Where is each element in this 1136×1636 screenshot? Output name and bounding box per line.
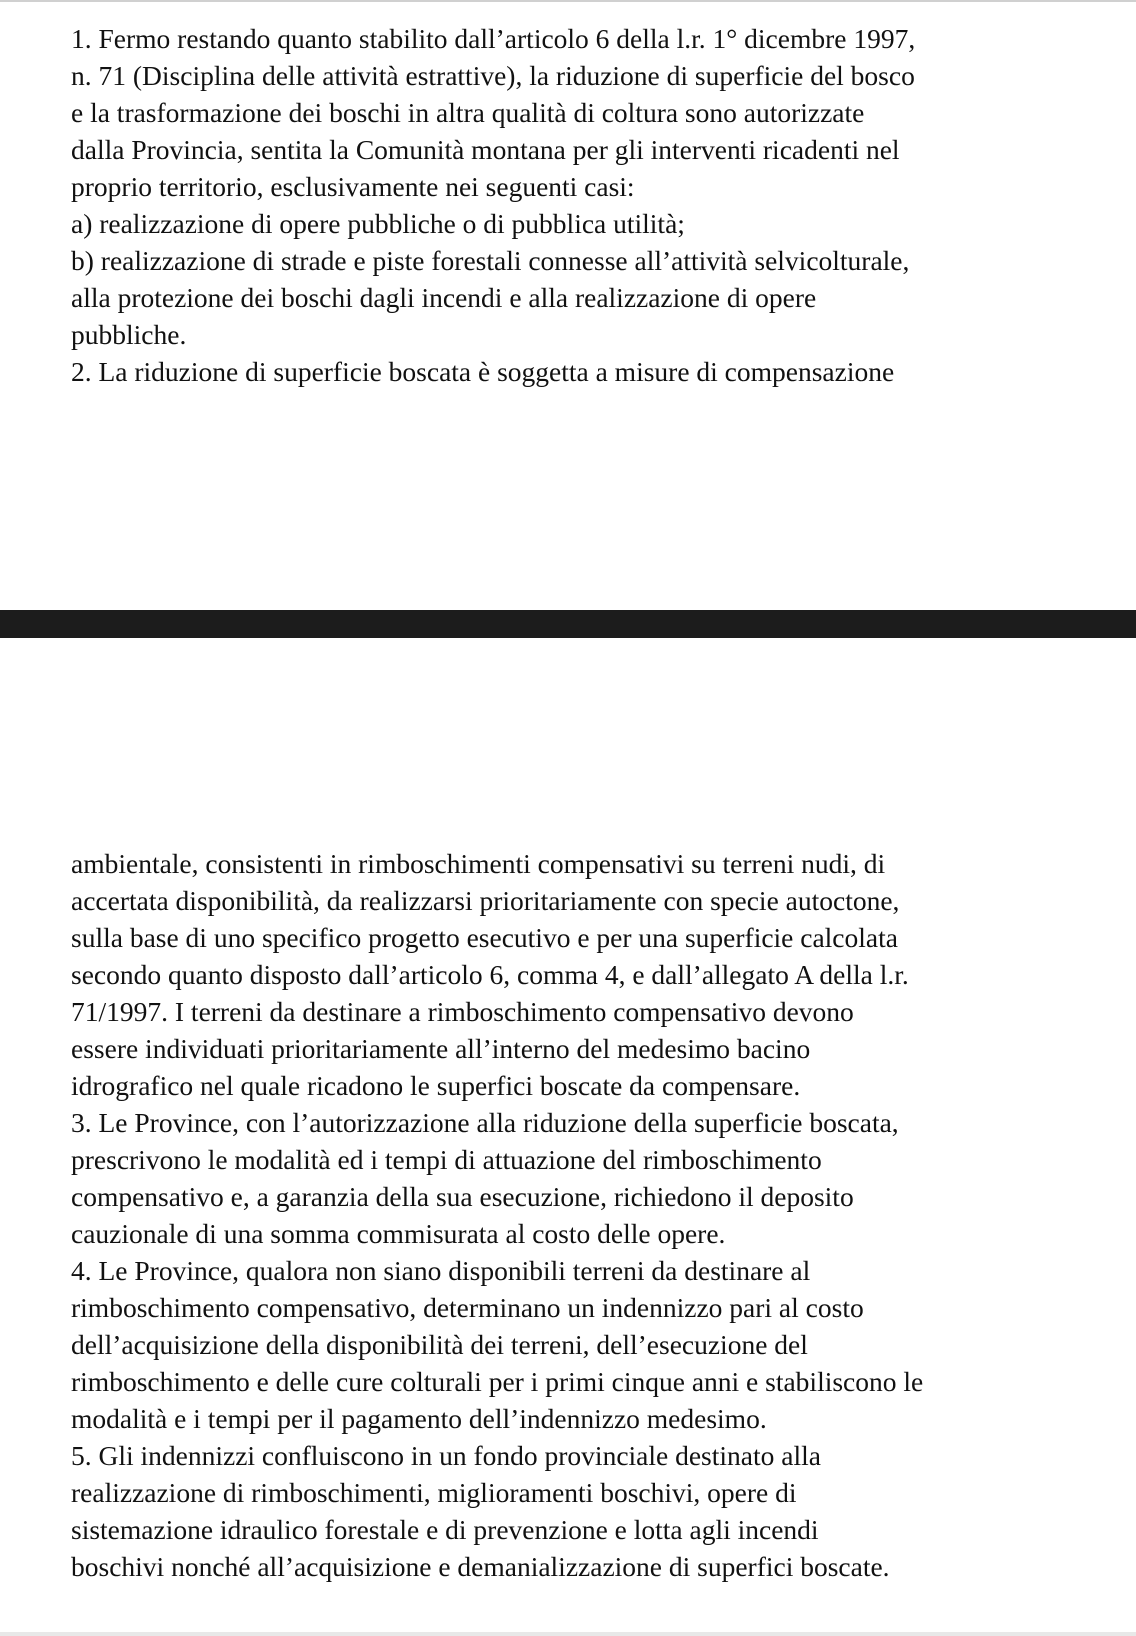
text-line: 5. Gli indennizzi confluiscono in un fondo provinciale destinato alla: [71, 1440, 821, 1471]
text-line: idrografico nel quale ricadono le superfici boscate da compensare.: [71, 1070, 801, 1101]
text-line: boschivi nonché all’acquisizione e demanializzazione di superfici boscate.: [71, 1551, 890, 1582]
text-line: sistemazione idraulico forestale e di prevenzione e lotta agli incendi: [71, 1514, 819, 1545]
text-line: compensativo e, a garanzia della sua esecuzione, richiedono il deposito: [71, 1181, 854, 1212]
text-line: n. 71 (Disciplina delle attività estrattive), la riduzione di superficie del bosco: [71, 60, 915, 91]
text-line: rimboschimento e delle cure colturali per i primi cinque anni e stabiliscono le: [71, 1366, 924, 1397]
text-line: secondo quanto disposto dall’articolo 6, comma 4, e dall’allegato A della l.r.: [71, 959, 909, 990]
text-line: a) realizzazione di opere pubbliche o di pubblica utilità;: [71, 208, 685, 239]
text-line: accertata disponibilità, da realizzarsi prioritariamente con specie autoctone,: [71, 885, 900, 916]
bottom-edge: [0, 1632, 1136, 1636]
text-line: realizzazione di rimboschimenti, miglioramenti boschivi, opere di: [71, 1477, 797, 1508]
text-line: 3. Le Province, con l’autorizzazione alla riduzione della superficie boscata,: [71, 1107, 899, 1138]
text-line: ambientale, consistenti in rimboschimenti compensativi su terreni nudi, di: [71, 848, 886, 879]
text-line: 71/1997. I terreni da destinare a rimboschimento compensativo devono: [71, 996, 854, 1027]
text-line: 1. Fermo restando quanto stabilito dall’articolo 6 della l.r. 1° dicembre 1997,: [71, 23, 916, 54]
text-line: dalla Provincia, sentita la Comunità montana per gli interventi ricadenti nel: [71, 134, 900, 165]
text-line: 2. La riduzione di superficie boscata è soggetta a misure di compensazione: [71, 356, 895, 387]
text-line: modalità e i tempi per il pagamento dell’indennizzo medesimo.: [71, 1403, 767, 1434]
document-page-top: [71, 20, 1091, 390]
text-line: pubbliche.: [71, 319, 187, 350]
text-line: rimboschimento compensativo, determinano un indennizzo pari al costo: [71, 1292, 864, 1323]
text-line: sulla base di uno specifico progetto esecutivo e per una superficie calcolata: [71, 922, 898, 953]
text-line: alla protezione dei boschi dagli incendi e alla realizzazione di opere: [71, 282, 817, 313]
text-line: prescrivono le modalità ed i tempi di attuazione del rimboschimento: [71, 1144, 822, 1175]
text-line: 4. Le Province, qualora non siano disponibili terreni da destinare al: [71, 1255, 811, 1286]
text-line: b) realizzazione di strade e piste forestali connesse all’attività selvicolturale,: [71, 245, 910, 276]
text-line: e la trasformazione dei boschi in altra qualità di coltura sono autorizzate: [71, 97, 865, 128]
text-line: cauzionale di una somma commisurata al costo delle opere.: [71, 1218, 726, 1249]
document-page-bottom: [71, 845, 1111, 1585]
top-edge: [0, 0, 1136, 2]
text-line: proprio territorio, esclusivamente nei seguenti casi:: [71, 171, 635, 202]
text-line: essere individuati prioritariamente all’interno del medesimo bacino: [71, 1033, 811, 1064]
page-break-divider: [0, 610, 1136, 638]
text-line: dell’acquisizione della disponibilità dei terreni, dell’esecuzione del: [71, 1329, 808, 1360]
